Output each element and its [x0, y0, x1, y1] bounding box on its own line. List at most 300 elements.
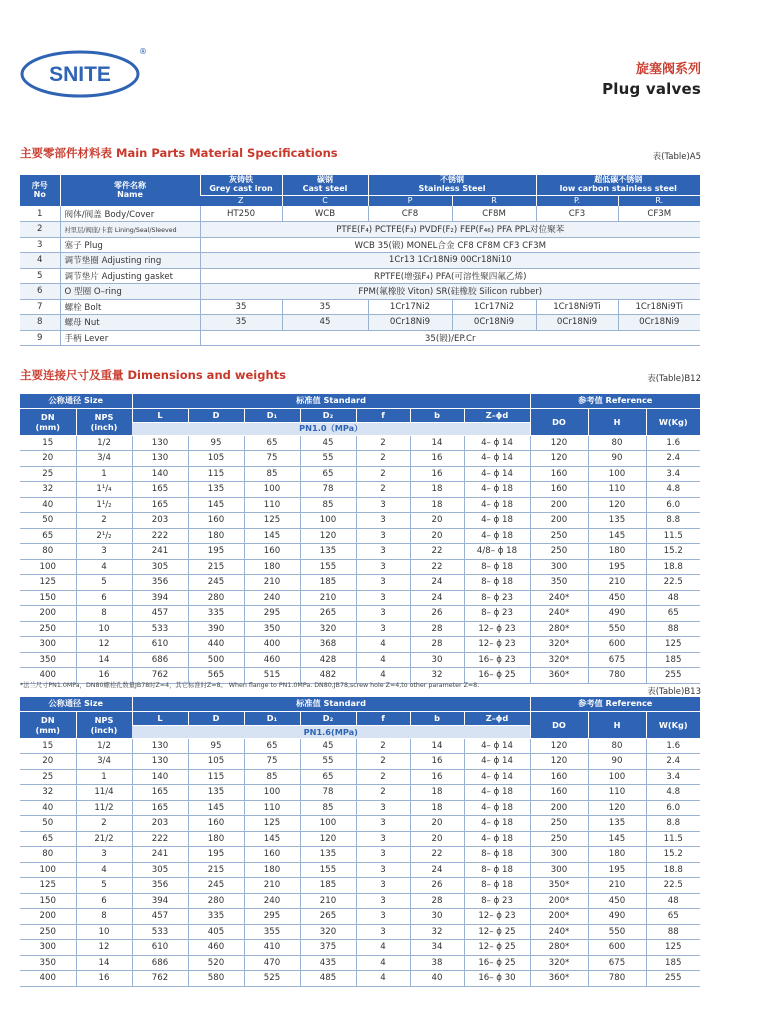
dims-cell: 6.0 [646, 497, 700, 513]
dims-cell: 3 [356, 497, 410, 513]
dims-cell: 550 [588, 621, 646, 637]
col-no-header: 序号 No [20, 175, 60, 206]
dims-cell: 280 [188, 590, 244, 606]
dims-cell: 22 [410, 847, 464, 863]
dims-cell: 4– ϕ 18 [464, 482, 530, 498]
dims-row [20, 924, 700, 940]
dims-cell: 3 [356, 909, 410, 925]
dims-cell: 4 [356, 971, 410, 987]
dims-section-title: 主要连接尺寸及重量 Dimensions and weights [20, 368, 286, 382]
dims-cell: 2 [356, 451, 410, 467]
dims-cell: 490 [588, 606, 646, 622]
dims-cell: 25 [20, 466, 76, 482]
dims-cell: 203 [132, 816, 188, 832]
material-span: 1Cr13 1Cr18Ni9 00Cr18Ni10 [200, 253, 700, 269]
dims-cell: 3 [356, 862, 410, 878]
dims-cell: 185 [300, 878, 356, 894]
dims-cell: 300 [20, 637, 76, 653]
column-header: D [188, 408, 244, 422]
dims-cell: 210 [300, 893, 356, 909]
dims-column-row [20, 711, 700, 725]
dims-cell: 15 [20, 435, 76, 451]
dims-cell: 390 [188, 621, 244, 637]
dims-cell: 450 [588, 893, 646, 909]
dims-cell: 185 [646, 955, 700, 971]
dims-cell: 115 [188, 769, 244, 785]
code-r: R [452, 195, 536, 206]
dims-cell: 95 [188, 738, 244, 754]
dims-cell: 1 [76, 769, 132, 785]
reference-group-header: 参考值 Reference [530, 394, 700, 408]
part-name: 阀体/阀盖 Body/Cover [60, 206, 200, 222]
parts-row [20, 330, 700, 346]
parts-header-row [20, 175, 700, 195]
dims-cell: 533 [132, 621, 188, 637]
dims-cell: 350 [20, 955, 76, 971]
dims-cell: 130 [132, 754, 188, 770]
code-z: Z [200, 195, 282, 206]
dims-cell: 600 [588, 940, 646, 956]
dims-cell: 26 [410, 878, 464, 894]
material-cell: 0Cr18Ni9 [536, 315, 618, 331]
dims-cell: 32 [20, 785, 76, 801]
flange-note: *法兰尺寸PN1.0MPa，DN80螺栓孔数量JB78时Z=4，其它标准时Z=8。 When flange to PN1.0MPa. DN80,JB78,screw hole Z=4,to other parameter Z=8. [20, 682, 480, 689]
dims-cell: 780 [588, 668, 646, 684]
dims-cell: 4– ϕ 14 [464, 435, 530, 451]
dims-cell: 78 [300, 482, 356, 498]
column-header: D₂ [300, 408, 356, 422]
part-name: 衬里层/阀座/卡套 Lining/Seal/Sleeved [60, 222, 200, 238]
column-header: Z–ϕd [464, 711, 530, 725]
dims-cell: 65 [646, 606, 700, 622]
dims-cell: 2 [356, 769, 410, 785]
dims-cell: 762 [132, 668, 188, 684]
dims-cell: 135 [300, 544, 356, 560]
col-cast-steel-header: 碳钢 Cast steel [282, 175, 368, 195]
dims-cell: 533 [132, 924, 188, 940]
dims-cell: 145 [188, 800, 244, 816]
dims-cell: 4.8 [646, 482, 700, 498]
dims-cell: 3.4 [646, 466, 700, 482]
dims-row [20, 940, 700, 956]
dims-cell: 1.6 [646, 435, 700, 451]
dims-cell: 85 [300, 800, 356, 816]
dims-cell: 200 [530, 513, 588, 529]
dims-cell: 240 [244, 590, 300, 606]
dims-cell: 350 [20, 652, 76, 668]
dims-cell: 160 [530, 466, 588, 482]
dims-cell: 55 [300, 451, 356, 467]
dims-row [20, 816, 700, 832]
dims-cell: 210 [244, 878, 300, 894]
dims-cell: 1 [76, 466, 132, 482]
dims-cell: 11/4 [76, 785, 132, 801]
dims-cell: 125 [20, 575, 76, 591]
dims-cell: 100 [20, 862, 76, 878]
dims-cell: 3 [356, 831, 410, 847]
parts-table-number: 表(Table)A5 [652, 152, 701, 162]
dims-cell: 150 [20, 893, 76, 909]
dims-cell: 4– ϕ 18 [464, 831, 530, 847]
dims-cell: 120 [300, 528, 356, 544]
dims-cell: 135 [588, 816, 646, 832]
dims-cell: 160 [188, 513, 244, 529]
dims-cell: 22 [410, 544, 464, 560]
dims-cell: 8 [76, 909, 132, 925]
dims-row [20, 878, 700, 894]
dims-cell: 78 [300, 785, 356, 801]
dims-cell: 490 [588, 909, 646, 925]
dims-cell: 130 [132, 738, 188, 754]
dims-cell: 1/2 [76, 435, 132, 451]
dims-cell: 16 [410, 754, 464, 770]
part-name: 调节垫片 Adjusting gasket [60, 268, 200, 284]
part-no: 2 [20, 222, 60, 238]
dims-cell: 50 [20, 513, 76, 529]
dims-row [20, 862, 700, 878]
dims-cell: 10 [76, 924, 132, 940]
dims-cell: 3 [356, 847, 410, 863]
dims-cell: 4 [76, 862, 132, 878]
dims-cell: 18 [410, 800, 464, 816]
column-header: D₁ [244, 711, 300, 725]
part-name: O 型圈 O–ring [60, 284, 200, 300]
parts-row [20, 268, 700, 284]
column-header: L [132, 711, 188, 725]
dims-row [20, 754, 700, 770]
dims-column-row [20, 408, 700, 422]
dims-cell: 30 [410, 909, 464, 925]
dims-cell: 8 [76, 606, 132, 622]
dims-cell: 180 [588, 847, 646, 863]
dims-cell: 120 [530, 435, 588, 451]
dims-cell: 15.2 [646, 847, 700, 863]
dims-cell: 65 [646, 909, 700, 925]
dims-cell: 295 [244, 909, 300, 925]
dims-cell: 2 [356, 754, 410, 770]
dims-cell: 80 [20, 847, 76, 863]
dims-cell: 180 [244, 559, 300, 575]
dims-cell: 150 [20, 590, 76, 606]
dims-cell: 16– ϕ 25 [464, 955, 530, 971]
dims-cell: 4/8– ϕ 18 [464, 544, 530, 560]
dims-cell: 28 [410, 621, 464, 637]
dims-cell: 300 [530, 862, 588, 878]
dims-cell: 245 [188, 878, 244, 894]
dims-cell: 565 [188, 668, 244, 684]
dims-cell: 100 [588, 466, 646, 482]
dims-cell: 250 [530, 544, 588, 560]
dims-cell: 12– ϕ 23 [464, 621, 530, 637]
dims-cell: 75 [244, 451, 300, 467]
dims-cell: 50 [20, 816, 76, 832]
dims-cell: 1¹/₂ [76, 497, 132, 513]
col-lowcarbon-header: 超低碳不锈钢 low carbon stainless steel [536, 175, 700, 195]
dims-row [20, 637, 700, 653]
dims-cell: 265 [300, 606, 356, 622]
dims-cell: 140 [132, 769, 188, 785]
dims-cell: 215 [188, 862, 244, 878]
dims-cell: 4– ϕ 14 [464, 466, 530, 482]
dims-cell: 125 [646, 637, 700, 653]
parts-row [20, 284, 700, 300]
dims-cell: 8– ϕ 18 [464, 862, 530, 878]
dims-cell: 165 [132, 800, 188, 816]
dims-table1-number: 表(Table)B12 [647, 374, 701, 384]
dims-cell: 16 [76, 668, 132, 684]
material-cell: 0Cr18Ni9 [368, 315, 452, 331]
dims-cell: 65 [244, 435, 300, 451]
dims-cell: 4– ϕ 18 [464, 785, 530, 801]
dims-cell: 2 [356, 466, 410, 482]
dims-row [20, 497, 700, 513]
dims-cell: 300 [530, 847, 588, 863]
dims-cell: 4– ϕ 18 [464, 528, 530, 544]
dims-cell: 100 [20, 559, 76, 575]
dims-cell: 3 [356, 621, 410, 637]
material-cell: 35 [200, 315, 282, 331]
code-r2: R. [618, 195, 700, 206]
dims-cell: 16 [410, 466, 464, 482]
dims-cell: 300 [530, 559, 588, 575]
dims-cell: 6 [76, 590, 132, 606]
dims-cell: 155 [300, 559, 356, 575]
dims-cell: 210 [244, 575, 300, 591]
part-no: 3 [20, 237, 60, 253]
dims-cell: 280* [530, 621, 588, 637]
dims-cell: 100 [244, 482, 300, 498]
dims-cell: 8– ϕ 23 [464, 606, 530, 622]
dims-row [20, 785, 700, 801]
dims-table-pn10 [20, 394, 700, 684]
dims-cell: 120 [588, 800, 646, 816]
dims-row [20, 769, 700, 785]
dims-cell: 5 [76, 878, 132, 894]
dims-row [20, 466, 700, 482]
dims-cell: 15.2 [646, 544, 700, 560]
dims-row [20, 738, 700, 754]
dims-cell: 200 [530, 497, 588, 513]
dims-cell: 610 [132, 940, 188, 956]
column-header: b [410, 711, 464, 725]
dims-cell: 20 [20, 451, 76, 467]
material-cell: 0Cr18Ni9 [618, 315, 700, 331]
dims-cell: 90 [588, 451, 646, 467]
material-cell: 1Cr17Ni2 [452, 299, 536, 315]
dims-cell: 780 [588, 971, 646, 987]
dims-cell: 3/4 [76, 451, 132, 467]
dims-cell: 394 [132, 893, 188, 909]
dims-cell: 3 [356, 575, 410, 591]
dims-cell: 210 [588, 575, 646, 591]
dims-cell: 22 [410, 559, 464, 575]
dims-cell: 20 [20, 754, 76, 770]
pressure-rating: PN1.0（MPa） [132, 422, 530, 435]
dims-cell: 125 [20, 878, 76, 894]
dims-cell: 105 [188, 754, 244, 770]
standard-group-header: 标准值 Standard [132, 394, 530, 408]
column-header: H [588, 408, 646, 435]
dims-cell: 120 [530, 738, 588, 754]
dims-cell: 375 [300, 940, 356, 956]
column-header: H [588, 711, 646, 738]
dims-cell: 356 [132, 878, 188, 894]
dims-cell: 8– ϕ 23 [464, 893, 530, 909]
dims-cell: 280* [530, 940, 588, 956]
dims-cell: 525 [244, 971, 300, 987]
part-name: 调节垫圈 Adjusting ring [60, 253, 200, 269]
series-title-cn: 旋塞阀系列 [635, 62, 701, 77]
dims-cell: 215 [188, 559, 244, 575]
parts-row [20, 299, 700, 315]
dims-cell: 6.0 [646, 800, 700, 816]
dims-row [20, 909, 700, 925]
dims-cell: 160 [530, 785, 588, 801]
dims-row [20, 575, 700, 591]
part-name: 手柄 Lever [60, 330, 200, 346]
dims-cell: 120 [588, 497, 646, 513]
dims-cell: 4 [356, 652, 410, 668]
dims-row [20, 513, 700, 529]
dims-cell: 240* [530, 924, 588, 940]
column-header: NPS (inch) [76, 408, 132, 435]
dims-cell: 12– ϕ 23 [464, 909, 530, 925]
dims-cell: 34 [410, 940, 464, 956]
dims-row [20, 971, 700, 987]
column-header: W(Kg) [646, 408, 700, 435]
material-cell: 1Cr18Ni9Ti [618, 299, 700, 315]
dims-cell: 280 [188, 893, 244, 909]
standard-group-header: 标准值 Standard [132, 697, 530, 711]
dims-cell: 320 [300, 924, 356, 940]
dims-cell: 12– ϕ 25 [464, 924, 530, 940]
dims-cell: 11/2 [76, 800, 132, 816]
dims-cell: 485 [300, 971, 356, 987]
dims-cell: 88 [646, 621, 700, 637]
dims-row [20, 831, 700, 847]
material-cell: CF8M [452, 206, 536, 222]
dims-cell: 2 [356, 785, 410, 801]
dims-row [20, 955, 700, 971]
dims-row [20, 847, 700, 863]
dims-cell: 203 [132, 513, 188, 529]
material-cell: 1Cr18Ni9Ti [536, 299, 618, 315]
column-header: DN (mm) [20, 711, 76, 738]
col-name-header: 零件名称 Name [60, 175, 200, 206]
dims-cell: 4 [356, 668, 410, 684]
dims-cell: 160 [244, 544, 300, 560]
dims-cell: 4– ϕ 18 [464, 497, 530, 513]
dims-cell: 24 [410, 862, 464, 878]
dims-cell: 100 [588, 769, 646, 785]
part-no: 5 [20, 268, 60, 284]
dims-cell: 4 [356, 637, 410, 653]
dims-cell: 6 [76, 893, 132, 909]
series-title-en: Plug valves [602, 80, 701, 98]
column-header: W(Kg) [646, 711, 700, 738]
parts-material-table [20, 175, 700, 346]
part-no: 6 [20, 284, 60, 300]
dims-cell: 110 [588, 785, 646, 801]
dims-cell: 4– ϕ 18 [464, 800, 530, 816]
dims-cell: 4– ϕ 14 [464, 738, 530, 754]
dims-cell: 4 [76, 559, 132, 575]
dims-cell: 450 [588, 590, 646, 606]
dims-cell: 350 [244, 621, 300, 637]
dims-row [20, 451, 700, 467]
dims-cell: 14 [410, 738, 464, 754]
dims-cell: 10 [76, 621, 132, 637]
dims-cell: 45 [300, 738, 356, 754]
material-cell: 35 [200, 299, 282, 315]
dims-cell: 185 [646, 652, 700, 668]
dims-cell: 8– ϕ 18 [464, 575, 530, 591]
dims-cell: 165 [132, 497, 188, 513]
dims-cell: 28 [410, 637, 464, 653]
dims-cell: 320* [530, 652, 588, 668]
part-no: 1 [20, 206, 60, 222]
dims-cell: 135 [188, 785, 244, 801]
dims-cell: 8– ϕ 18 [464, 559, 530, 575]
dims-cell: 95 [188, 435, 244, 451]
dims-cell: 457 [132, 606, 188, 622]
dims-cell: 85 [300, 497, 356, 513]
dims-cell: 250 [530, 816, 588, 832]
dims-cell: 210 [588, 878, 646, 894]
dims-cell: 140 [132, 466, 188, 482]
dims-cell: 3 [356, 606, 410, 622]
dims-cell: 3 [356, 893, 410, 909]
part-no: 4 [20, 253, 60, 269]
parts-row [20, 237, 700, 253]
dims-cell: 18.8 [646, 559, 700, 575]
dims-row [20, 800, 700, 816]
dims-cell: 1.6 [646, 738, 700, 754]
dims-cell: 675 [588, 652, 646, 668]
dims-cell: 265 [300, 909, 356, 925]
dims-cell: 686 [132, 652, 188, 668]
dims-cell: 145 [188, 497, 244, 513]
dims-cell: 24 [410, 590, 464, 606]
dims-cell: 180 [188, 528, 244, 544]
dims-cell: 2 [76, 816, 132, 832]
dims-cell: 241 [132, 544, 188, 560]
dims-cell: 3 [356, 513, 410, 529]
size-group-header: 公称通径 Size [20, 697, 132, 711]
material-cell: CF3 [536, 206, 618, 222]
dims-cell: 2 [356, 738, 410, 754]
dims-cell: 65 [20, 528, 76, 544]
code-p2: P. [536, 195, 618, 206]
dims-cell: 8.8 [646, 513, 700, 529]
dims-cell: 255 [646, 668, 700, 684]
dims-cell: 90 [588, 754, 646, 770]
dims-cell: 195 [588, 862, 646, 878]
parts-row [20, 206, 700, 222]
dims-cell: 88 [646, 924, 700, 940]
dims-cell: 105 [188, 451, 244, 467]
dims-cell: 222 [132, 831, 188, 847]
dims-cell: 305 [132, 862, 188, 878]
dims-cell: 410 [244, 940, 300, 956]
material-span: PTFE(F₄) PCTFE(F₃) PVDF(F₂) FEP(F₄₆) PFA PPL对位聚苯 [200, 222, 700, 238]
dims-cell: 428 [300, 652, 356, 668]
material-span: 35(锻)/EP.Cr [200, 330, 700, 346]
dims-cell: 400 [244, 637, 300, 653]
dims-cell: 185 [300, 575, 356, 591]
dims-cell: 4– ϕ 14 [464, 769, 530, 785]
dims-cell: 11.5 [646, 831, 700, 847]
